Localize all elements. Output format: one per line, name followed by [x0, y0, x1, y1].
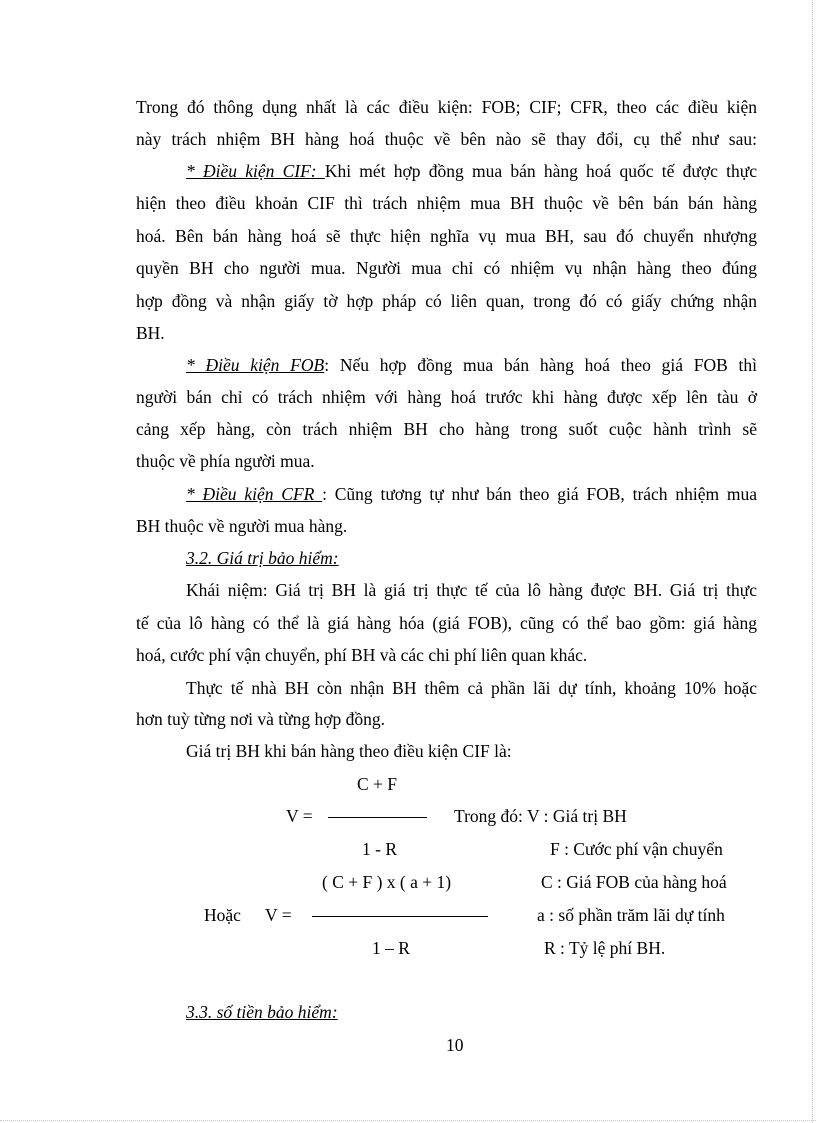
cfr-line-1-text: : Cũng tương tự như bán theo giá FOB, trách nhiệm mua	[322, 484, 757, 504]
cif-line-5: hợp đồng và nhận giấy tờ hợp pháp có liên quan, trong đó có giấy chứng nhận	[136, 291, 757, 311]
fob-line-1	[186, 355, 757, 375]
fob-line-4: thuộc về phía người mua.	[136, 451, 315, 471]
formula-2-or: Hoặc	[204, 905, 241, 925]
cif-line-1	[186, 161, 757, 181]
concept-line-3: hoá, cước phí vận chuyển, phí BH và các chi phí liên quan khác.	[136, 645, 588, 665]
cif-line-3: hoá. Bên bán hàng hoá sẽ thực hiện nghĩa vụ mua BH, sau đó chuyển nhượng	[136, 226, 757, 246]
definition-c: C : Giá FOB của hàng hoá	[541, 872, 727, 892]
fob-line-2: người bán chỉ có trách nhiệm với hàng hoá trước khi hàng được xếp lên tàu ở	[136, 387, 757, 407]
cif-line-2: hiện theo điều khoản CIF thì trách nhiệm mua BH thuộc về bên bán bán hàng	[136, 193, 757, 213]
profit-line-1: Thực tế nhà BH còn nhận BH thêm cả phần lãi dự tính, khoảng 10% hoặc	[186, 678, 757, 698]
cfr-line-2: BH thuộc về người mua hàng.	[136, 516, 348, 536]
cif-line-1-text: Khi mét hợp đồng mua bán hàng hoá quốc tế được thực	[324, 161, 757, 181]
formula-2-fraction-bar	[312, 916, 488, 917]
cif-value-intro: Giá trị BH khi bán hàng theo điều kiện CIF là:	[186, 741, 512, 761]
definition-r: R : Tỷ lệ phí BH.	[544, 938, 666, 958]
fob-line-1-text: : Nếu hợp đồng mua bán hàng hoá theo giá FOB thì	[324, 355, 757, 375]
intro-line-2: này trách nhiệm BH hàng hoá thuộc về bên nào sẽ thay đổi, cụ thể như sau:	[136, 129, 757, 149]
cif-line-6: BH.	[136, 323, 165, 343]
fob-heading: * Điều kiện FOB	[186, 355, 325, 375]
definition-a: a : số phần trăm lãi dự tính	[537, 905, 725, 925]
formula-1-fraction-bar	[328, 817, 427, 818]
formula-1-numerator: C + F	[357, 774, 398, 794]
definition-f: F : Cước phí vận chuyển	[550, 839, 723, 859]
intro-line-1: Trong đó thông dụng nhất là các điều kiện: FOB; CIF; CFR, theo các điều kiện	[136, 97, 757, 117]
formula-1-denominator: 1 - R	[362, 839, 397, 859]
cfr-line-1	[186, 484, 757, 504]
section-3-2-heading: 3.2. Giá trị bảo hiểm:	[186, 548, 339, 568]
cfr-heading: * Điều kiện CFR	[186, 484, 323, 504]
profit-line-2: hơn tuỳ từng nơi và từng hợp đồng.	[136, 709, 385, 729]
formula-2-numerator: ( C + F ) x ( a + 1)	[322, 872, 452, 892]
fob-line-3: cảng xếp hàng, còn trách nhiệm BH cho hàng trong suốt cuộc hành trình sẽ	[136, 419, 757, 439]
section-3-3-heading: 3.3. số tiền bảo hiểm:	[186, 1002, 338, 1022]
formula-2-lhs: V =	[265, 905, 292, 925]
page-number: 10	[446, 1035, 464, 1055]
where-label: Trong đó: V : Giá trị BH	[454, 806, 627, 826]
page-border-right	[812, 0, 813, 1123]
concept-line-1: Khái niệm: Giá trị BH là giá trị thực tế của lô hàng được BH. Giá trị thực	[186, 580, 757, 600]
formula-1-lhs: V =	[286, 806, 313, 826]
cif-line-4: quyền BH cho người mua. Người mua chỉ có nhiệm vụ nhận hàng theo đúng	[136, 258, 757, 278]
cif-heading: * Điều kiện CIF:	[186, 161, 325, 181]
formula-2-denominator: 1 – R	[372, 938, 410, 958]
page-border-bottom	[0, 1120, 816, 1121]
concept-line-2: tế của lô hàng có thể là giá hàng hóa (giá FOB), cũng có thể bao gồm: giá hàng	[136, 613, 757, 633]
